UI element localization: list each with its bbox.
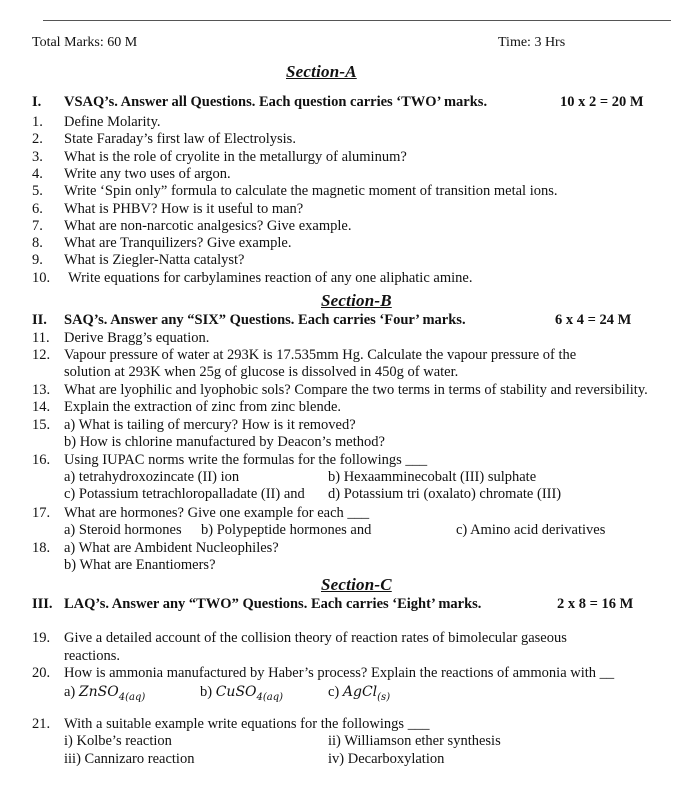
question-text: Write ‘Spin only” formula to calculate the magnetic moment of transition metal ions. <box>64 183 558 200</box>
question-text: What is the role of cryolite in the metallurgy of aluminum? <box>64 148 407 165</box>
question-number: 14. <box>32 399 51 415</box>
question-number: 4. <box>32 165 43 182</box>
question-part-b: b) CuSO$_{4(aq)}$ <box>200 684 284 703</box>
question-part-iv: iv) Decarboxylation <box>328 751 445 767</box>
question-number: 7. <box>32 217 43 234</box>
total-marks: Total Marks: 60 M <box>32 35 138 50</box>
question-number: 12. <box>32 347 51 363</box>
question-part-c: c) Amino acid derivatives <box>456 522 606 538</box>
question-number: 19. <box>32 630 51 646</box>
question-text: Write equations for carbylamines reaction of any one aliphatic amine. <box>68 269 473 286</box>
question-text: What are hormones? Give one example for each ___ <box>64 505 370 521</box>
question-text: Write any two uses of argon. <box>64 165 231 182</box>
question-number: 20. <box>32 665 51 681</box>
question-number: 18. <box>32 540 51 556</box>
question-text: What are non-narcotic analgesics? Give example. <box>64 217 352 234</box>
question-part-c: c) AgCl$_{(s)}$ <box>328 684 391 703</box>
section-marks: 10 x 2 = 20 M <box>560 94 644 110</box>
question-text: Give a detailed account of the collision theory of reaction rates of bimolecular gaseous <box>64 630 567 646</box>
question-number: 2. <box>32 131 43 148</box>
instruction-text: VSAQ’s. Answer all Questions. Each question carries ‘TWO’ marks. <box>64 94 488 110</box>
question-text: With a suitable example write equations for the followings ___ <box>64 716 430 732</box>
exam-time: Time: 3 Hrs <box>498 35 566 50</box>
chem-formula: CuSO$_{4(aq)}$ <box>215 684 284 703</box>
question-text: Using IUPAC norms write the formulas for the followings ___ <box>64 452 428 468</box>
question-text: Vapour pressure of water at 293K is 17.535mm Hg. Calculate the vapour pressure of the <box>64 347 577 363</box>
question-text: How is ammonia manufactured by Haber’s process? Explain the reactions of ammonia with __ <box>64 665 615 681</box>
question-part-d: d) Potassium tri (oxalato) chromate (III) <box>328 486 562 502</box>
top-rule <box>43 20 671 21</box>
question-text: State Faraday’s first law of Electrolysis. <box>64 131 296 148</box>
question-text: What is Ziegler-Natta catalyst? <box>64 252 245 269</box>
question-part-iii: iii) Cannizaro reaction <box>64 751 195 767</box>
question-text: Define Molarity. <box>64 114 161 130</box>
question-part-b: b) How is chlorine manufactured by Deacon’s method? <box>64 434 385 450</box>
question-part-b: b) What are Enantiomers? <box>64 557 216 573</box>
question-text: Explain the extraction of zinc from zinc blende. <box>64 399 342 415</box>
question-text: reactions. <box>64 648 120 664</box>
question-part-a: a) What is tailing of mercury? How is it removed? <box>64 417 356 433</box>
question-text: What are Tranquilizers? Give example. <box>64 235 292 252</box>
section-b-title: Section-B <box>321 291 392 310</box>
question-text: What are lyophilic and lyophobic sols? Compare the two terms in terms of stability and reversibility. <box>64 382 648 398</box>
section-marks: 6 x 4 = 24 M <box>555 312 632 328</box>
question-part-b: b) Hexaamminecobalt (III) sulphate <box>328 469 537 485</box>
question-number: 11. <box>32 330 50 346</box>
question-number: 8. <box>32 235 43 252</box>
question-text: Derive Bragg’s equation. <box>64 330 210 346</box>
question-number: 9. <box>32 252 43 269</box>
chem-formula: AgCl$_{(s)}$ <box>342 684 391 703</box>
question-text: What is PHBV? How is it useful to man? <box>64 200 304 217</box>
question-part-ii: ii) Williamson ether synthesis <box>328 733 501 749</box>
section-numeral: III. <box>32 596 53 612</box>
question-part-a: a) tetrahydroxozincate (II) ion <box>64 469 240 485</box>
section-numeral: II. <box>32 312 47 328</box>
section-a-title: Section-A <box>286 62 357 81</box>
question-text: solution at 293K when 25g of glucose is dissolved in 450g of water. <box>64 364 459 380</box>
question-part-a: a) Steroid hormones <box>64 522 182 538</box>
question-number: 1. <box>32 114 43 130</box>
instruction-text: LAQ’s. Answer any “TWO” Questions. Each carries ‘Eight’ marks. <box>64 596 482 612</box>
section-c-title: Section-C <box>321 575 392 594</box>
question-number: 6. <box>32 200 43 217</box>
section-marks: 2 x 8 = 16 M <box>557 596 634 612</box>
instruction-text: SAQ’s. Answer any “SIX” Questions. Each carries ‘Four’ marks. <box>64 312 466 328</box>
question-part-a: a) What are Ambident Nucleophiles? <box>64 540 279 556</box>
question-number: 13. <box>32 382 51 398</box>
question-part-i: i) Kolbe’s reaction <box>64 733 172 749</box>
question-part-b: b) Polypeptide hormones and <box>201 522 372 538</box>
question-part-c: c) Potassium tetrachloropalladate (II) and <box>64 486 305 502</box>
question-number: 16. <box>32 452 51 468</box>
question-part-a: a) ZnSO$_{4(aq)}$ <box>64 684 146 703</box>
question-number: 10. <box>32 269 51 286</box>
question-number: 21. <box>32 716 51 732</box>
section-numeral: I. <box>32 94 42 110</box>
question-number: 17. <box>32 505 51 521</box>
question-number: 15. <box>32 417 51 433</box>
question-number: 3. <box>32 148 43 165</box>
question-number: 5. <box>32 183 43 200</box>
chem-formula: ZnSO$_{4(aq)}$ <box>78 684 146 703</box>
